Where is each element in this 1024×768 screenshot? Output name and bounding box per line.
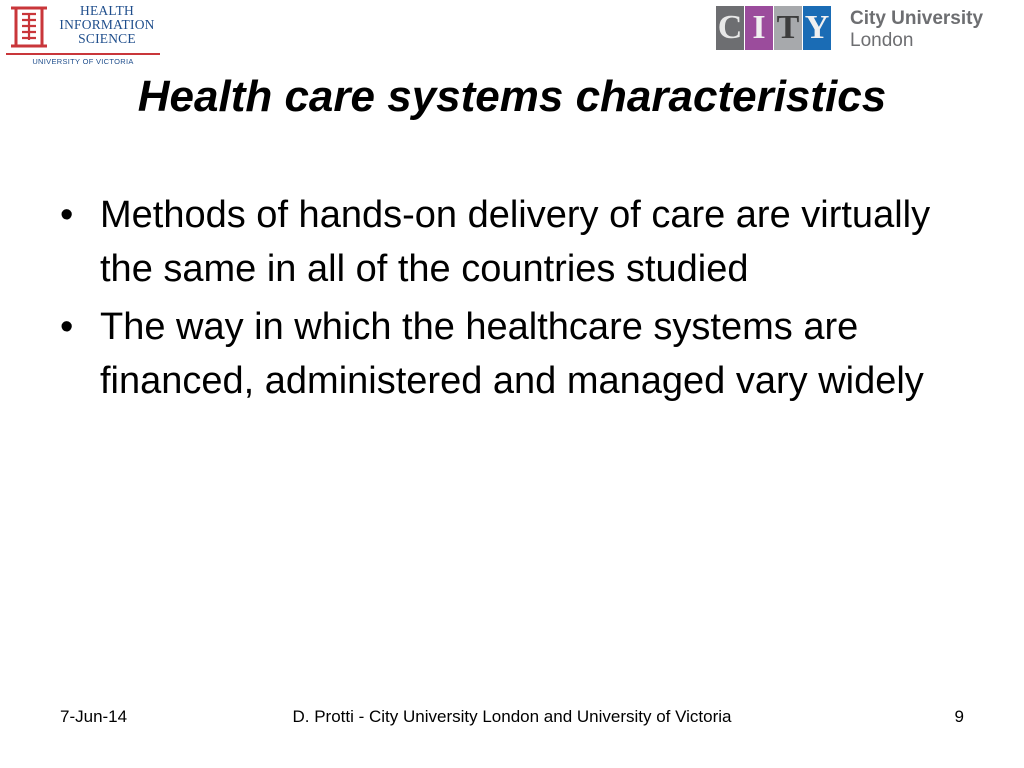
city-letter-c: C: [716, 6, 744, 50]
bullet-marker: •: [60, 306, 74, 348]
slide-title: Health care systems characteristics: [137, 72, 887, 121]
his-divider: [6, 53, 160, 55]
his-logo-text: [54, 4, 160, 46]
bullet-marker: •: [60, 194, 74, 236]
footer-date: 7-Jun-14: [60, 707, 128, 726]
city-letter-y: Y: [803, 6, 831, 50]
footer-text: D. Protti - City University London and University of Victoria: [292, 707, 732, 726]
his-line-1: HEALTH: [80, 3, 134, 18]
health-information-science-logo: [2, 2, 162, 72]
his-line-2: INFORMATION: [59, 17, 155, 32]
bullet-text: Methods of hands-on delivery of care are virtually the same in all of the countries studied: [100, 194, 931, 290]
city-letter-t: T: [774, 6, 802, 50]
city-letter-i: I: [745, 6, 773, 50]
bullet-list: [60, 188, 960, 412]
his-emblem-icon: [8, 4, 50, 50]
city-university-logo: [714, 6, 1004, 54]
his-logo-subtitle: UNIVERSITY OF VICTORIA: [32, 57, 134, 66]
page-number: 9: [954, 707, 964, 726]
bullet-item: [60, 188, 960, 296]
his-line-3: SCIENCE: [78, 31, 136, 46]
city-logo-subtitle: London: [850, 30, 914, 51]
bullet-item: [60, 300, 960, 408]
bullet-text: The way in which the healthcare systems are financed, administered and managed vary widely: [100, 306, 924, 402]
city-logo-name: City University: [850, 8, 984, 29]
